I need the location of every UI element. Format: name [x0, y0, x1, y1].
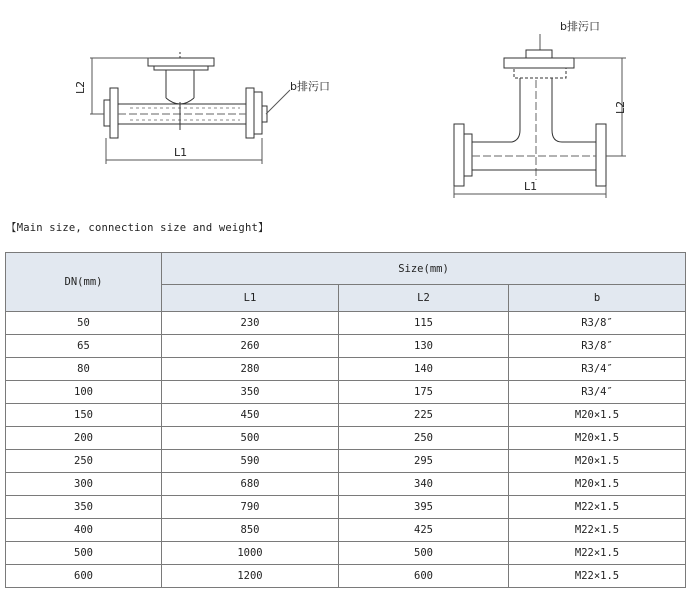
dn-header: DN(mm) — [6, 253, 162, 312]
l1-cell: 590 — [162, 450, 339, 473]
table-row — [6, 450, 686, 473]
l2-cell: 115 — [339, 312, 509, 335]
b-cell: M20×1.5 — [509, 450, 686, 473]
table-row — [6, 312, 686, 335]
dn-cell: 300 — [6, 473, 162, 496]
dn-cell: 600 — [6, 565, 162, 588]
l1-cell: 280 — [162, 358, 339, 381]
l1-cell: 230 — [162, 312, 339, 335]
table-row — [6, 335, 686, 358]
l1-cell: 500 — [162, 427, 339, 450]
dn-cell: 500 — [6, 542, 162, 565]
dn-cell: 400 — [6, 519, 162, 542]
b-cell: M20×1.5 — [509, 427, 686, 450]
strainer-diagram-horizontal — [70, 40, 360, 175]
b-cell: M20×1.5 — [509, 404, 686, 427]
l2-label-left: L2 — [74, 80, 87, 94]
l2-cell: 425 — [339, 519, 509, 542]
table-row — [6, 519, 686, 542]
b-label-left: b排污口 — [290, 80, 330, 93]
b-cell: M22×1.5 — [509, 519, 686, 542]
l1-cell: 350 — [162, 381, 339, 404]
table-row — [6, 473, 686, 496]
dn-cell: 80 — [6, 358, 162, 381]
l2-cell: 250 — [339, 427, 509, 450]
l2-cell: 600 — [339, 565, 509, 588]
b-cell: R3/4″ — [509, 381, 686, 404]
dn-cell: 50 — [6, 312, 162, 335]
b-cell: R3/8″ — [509, 312, 686, 335]
dn-cell: 150 — [6, 404, 162, 427]
table-row — [6, 565, 686, 588]
table-row — [6, 427, 686, 450]
spec-table — [5, 252, 686, 588]
table-row — [6, 404, 686, 427]
strainer-diagram-vertical — [440, 10, 640, 200]
b-header: b — [509, 285, 686, 312]
l1-cell: 1200 — [162, 565, 339, 588]
l2-cell: 295 — [339, 450, 509, 473]
l1-cell: 790 — [162, 496, 339, 519]
size-header: Size(mm) — [162, 253, 686, 285]
table-row — [6, 542, 686, 565]
l2-label-right: L2 — [614, 100, 627, 114]
b-label-right: b排污口 — [560, 20, 600, 33]
b-cell: R3/8″ — [509, 335, 686, 358]
l2-cell: 500 — [339, 542, 509, 565]
table-row — [6, 381, 686, 404]
b-cell: R3/4″ — [509, 358, 686, 381]
l2-cell: 140 — [339, 358, 509, 381]
b-cell: M22×1.5 — [509, 542, 686, 565]
dn-cell: 65 — [6, 335, 162, 358]
l2-cell: 395 — [339, 496, 509, 519]
b-cell: M22×1.5 — [509, 496, 686, 519]
l1-cell: 1000 — [162, 542, 339, 565]
b-cell: M22×1.5 — [509, 565, 686, 588]
b-cell: M20×1.5 — [509, 473, 686, 496]
l1-label-right: L1 — [524, 180, 538, 193]
dn-cell: 350 — [6, 496, 162, 519]
l1-header: L1 — [162, 285, 339, 312]
l2-cell: 225 — [339, 404, 509, 427]
l2-cell: 130 — [339, 335, 509, 358]
l2-cell: 340 — [339, 473, 509, 496]
l1-cell: 260 — [162, 335, 339, 358]
dn-cell: 250 — [6, 450, 162, 473]
table-row — [6, 358, 686, 381]
l2-cell: 175 — [339, 381, 509, 404]
table-body — [6, 312, 686, 588]
section-title: 【Main size, connection size and weight】 — [6, 222, 269, 234]
l2-header: L2 — [339, 285, 509, 312]
l1-label-left: L1 — [174, 146, 188, 159]
l1-cell: 680 — [162, 473, 339, 496]
l1-cell: 850 — [162, 519, 339, 542]
dn-cell: 100 — [6, 381, 162, 404]
dn-cell: 200 — [6, 427, 162, 450]
table-row — [6, 496, 686, 519]
l1-cell: 450 — [162, 404, 339, 427]
